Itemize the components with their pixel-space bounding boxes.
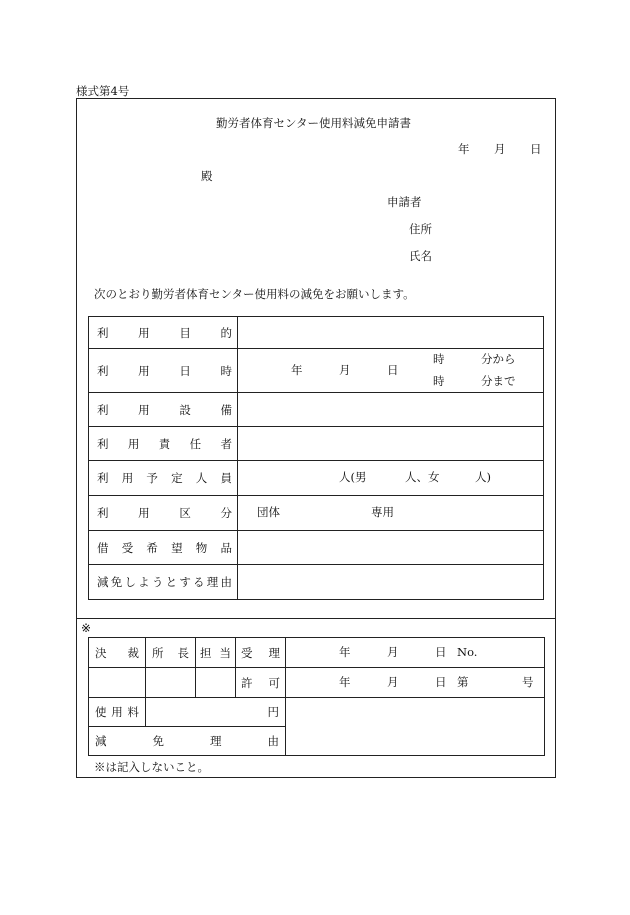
office-use-mark: ※: [81, 621, 92, 635]
permit-label: 許 可: [241, 675, 280, 690]
decision-label: 決 裁: [95, 645, 139, 660]
decision-stamp-field[interactable]: [89, 668, 146, 698]
responsible-person-label: 利 用 責 任 者: [97, 436, 232, 451]
table-row: [89, 461, 544, 496]
date-day: 日: [530, 142, 542, 156]
planned-people-field[interactable]: 人(男 人、女 人): [238, 461, 544, 496]
category-field[interactable]: 団体 専用: [238, 496, 544, 531]
borrow-items-label: 借 受 希 望 物 品: [97, 540, 232, 555]
footnote: ※は記入しないこと。: [94, 760, 209, 774]
borrow-items-field[interactable]: [238, 531, 544, 565]
purpose-field[interactable]: [238, 317, 544, 349]
director-label: 所 長: [152, 645, 189, 660]
form-number: 様式第4号: [76, 84, 130, 98]
category-label: 利 用 区 分: [97, 506, 232, 520]
fee-field[interactable]: 円: [146, 698, 286, 727]
receipt-date-field[interactable]: 年 月 日 No.: [286, 638, 545, 668]
datetime-field[interactable]: 年 月 日 時 分から 時 分まで: [238, 349, 544, 393]
table-row: [89, 668, 545, 698]
datetime-label: 利 用 日 時: [97, 363, 232, 378]
date-month: 月: [494, 142, 506, 156]
fee-label: 使 用 料: [95, 705, 139, 719]
application-table: [88, 316, 544, 600]
exemption-reason-field[interactable]: [238, 565, 544, 600]
permit-date-field[interactable]: 年 月 日 第 号: [286, 668, 545, 698]
staff-stamp-field[interactable]: [196, 668, 236, 698]
date-year: 年: [458, 142, 470, 156]
applicant-label: 申請者: [387, 195, 422, 209]
office-notes-field[interactable]: [286, 698, 545, 756]
form-title: 勤労者体育センター使用料減免申請書: [216, 116, 412, 130]
table-row: [89, 638, 545, 668]
table-row: [89, 698, 545, 727]
addressee-suffix: 殿: [201, 169, 213, 183]
purpose-label: 利 用 目 的: [97, 325, 232, 340]
director-stamp-field[interactable]: [146, 668, 196, 698]
staff-label: 担 当: [200, 645, 231, 660]
facility-field[interactable]: [238, 393, 544, 427]
table-row: [89, 317, 544, 349]
table-row: [89, 531, 544, 565]
planned-people-label: 利 用 予 定 人 員: [97, 471, 232, 485]
table-row: [89, 565, 544, 600]
exemption-reason-label: 減 免 し よ う と す る 理 由: [97, 575, 232, 589]
office-use-separator: [76, 618, 556, 619]
office-use-table: [88, 637, 545, 756]
table-row: [89, 393, 544, 427]
exempt-reason-label: 減 免 理 由: [95, 734, 279, 748]
facility-label: 利 用 設 備: [97, 402, 232, 417]
receipt-label: 受 理: [241, 645, 280, 660]
responsible-person-field[interactable]: [238, 427, 544, 461]
request-text: 次のとおり勤労者体育センター使用料の減免をお願いします。: [94, 287, 415, 301]
table-row: [89, 349, 544, 393]
applicant-name-label: 氏名: [409, 249, 432, 263]
applicant-address-label: 住所: [409, 222, 432, 236]
table-row: [89, 427, 544, 461]
table-row: [89, 496, 544, 531]
